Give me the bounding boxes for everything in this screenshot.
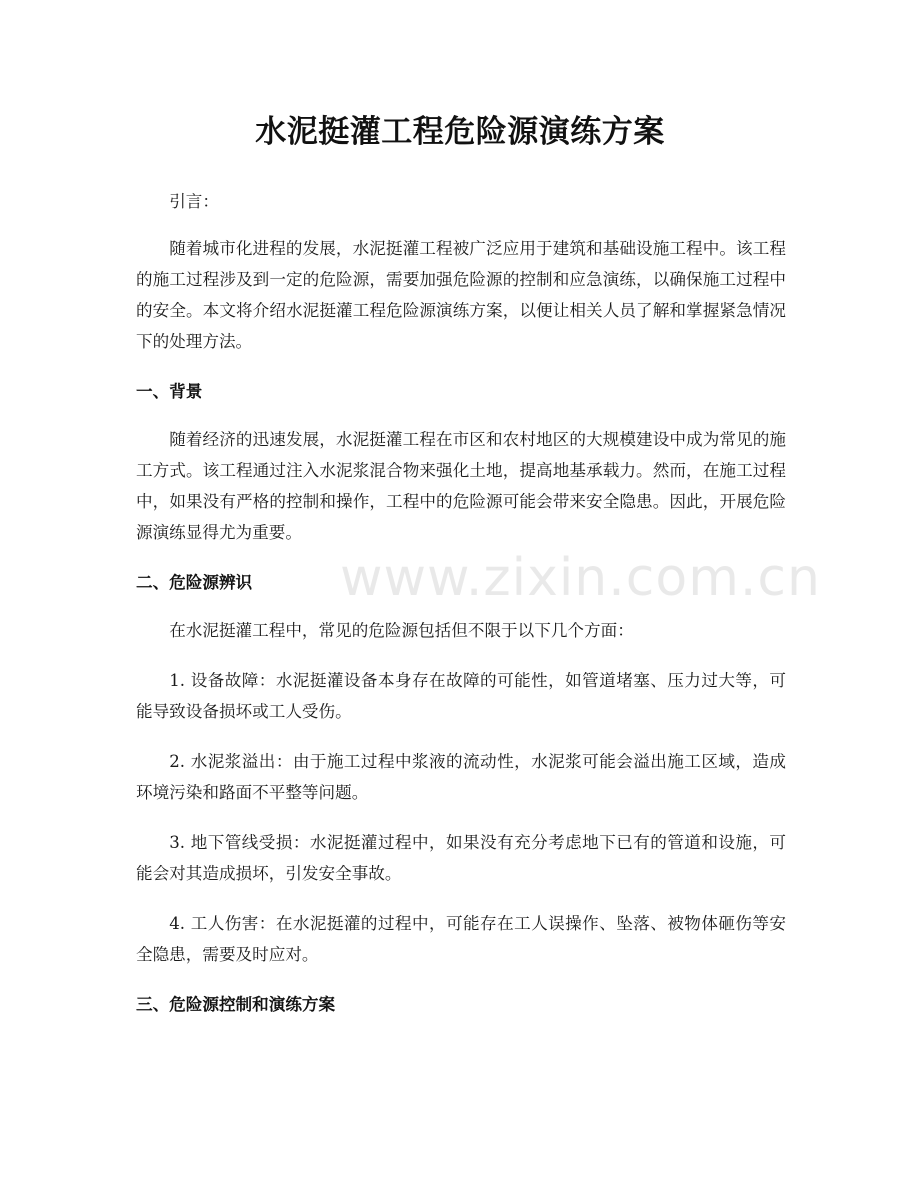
hazard-item-pipeline-damage: 3. 地下管线受损：水泥挺灌过程中，如果没有充分考虑地下已有的管道和设施，可能会对其造成损坏，引发安全事故。 — [136, 833, 786, 883]
hazard-item-worker-injury: 4. 工人伤害：在水泥挺灌的过程中，可能存在工人误操作、坠落、被物体砸伤等安全隐患，需要及时应对。 — [136, 914, 786, 964]
section-heading-hazard-identification: 二、危险源辨识 — [136, 573, 253, 592]
document-title: 水泥挺灌工程危险源演练方案 — [255, 114, 665, 150]
watermark: www.zixin.com.cn — [340, 548, 821, 608]
intro-paragraph: 随着城市化进程的发展，水泥挺灌工程被广泛应用于建筑和基础设施工程中。该工程的施工过程涉及到一定的危险源，需要加强危险源的控制和应急演练，以确保施工过程中的安全。本文将介绍水泥挺灌工程危险源演练方案，以便让相关人员了解和掌握紧急情况下的处理方法。 — [136, 239, 786, 351]
section-heading-control-and-drill: 三、危险源控制和演练方案 — [136, 995, 336, 1014]
intro-label: 引言： — [169, 192, 219, 211]
hazard-item-equipment-failure: 1. 设备故障：水泥挺灌设备本身存在故障的可能性，如管道堵塞、压力过大等，可能导致设备损坏或工人受伤。 — [136, 671, 786, 721]
section-heading-background: 一、背景 — [136, 382, 203, 401]
hazard-item-slurry-overflow: 2. 水泥浆溢出：由于施工过程中浆液的流动性，水泥浆可能会溢出施工区域，造成环境污染和路面不平整等问题。 — [136, 752, 786, 802]
hazard-intro-paragraph: 在水泥挺灌工程中，常见的危险源包括但不限于以下几个方面： — [169, 621, 634, 640]
document-body — [136, 186, 786, 1037]
background-paragraph: 随着经济的迅速发展，水泥挺灌工程在市区和农村地区的大规模建设中成为常见的施工方式。该工程通过注入水泥浆混合物来强化土地，提高地基承载力。然而，在施工过程中，如果没有严格的控制和操作，工程中的危险源可能会带来安全隐患。因此，开展危险源演练显得尤为重要。 — [136, 430, 786, 542]
